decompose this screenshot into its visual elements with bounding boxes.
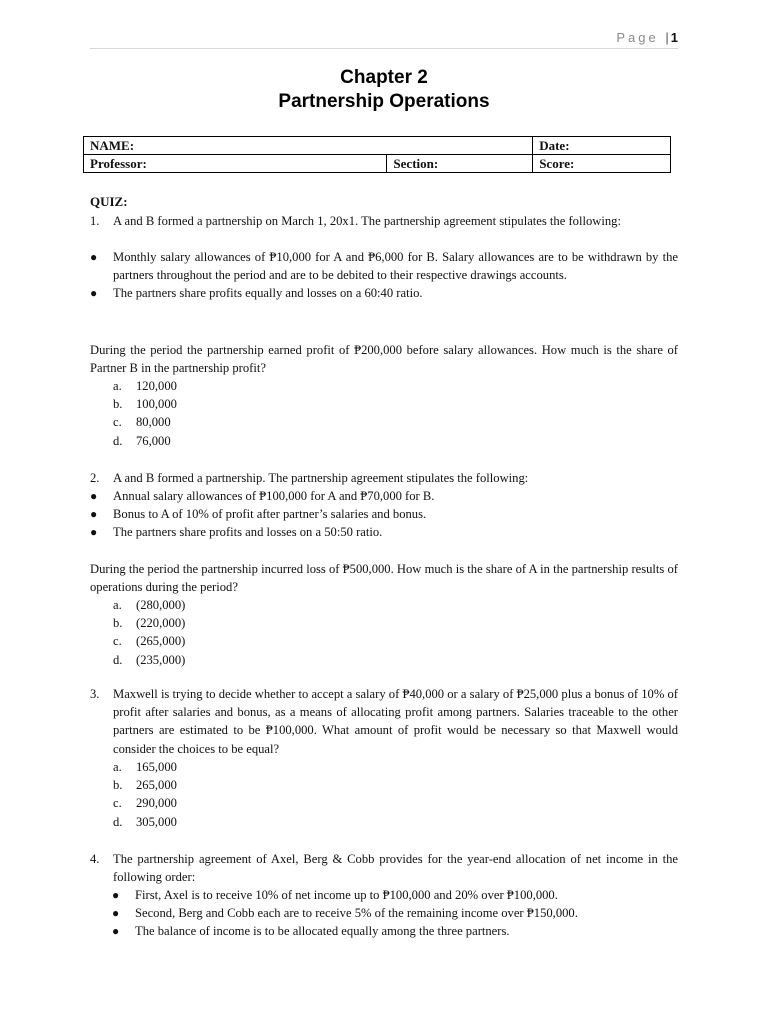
- choice-d[interactable]: [113, 813, 177, 831]
- chapter-title: Chapter 2: [340, 67, 428, 88]
- quiz-heading: QUIZ:: [90, 194, 128, 209]
- bullet-item: [90, 922, 678, 940]
- bullet-item: [90, 904, 678, 922]
- chapter-subtitle: Partnership Operations: [278, 91, 490, 112]
- bullet-icon: ●: [112, 888, 120, 902]
- bullet-text: Bonus to A of 10% of profit after partner’s salaries and bonus.: [113, 507, 427, 522]
- bullet-icon: ●: [90, 507, 98, 522]
- choice-letter: d.: [113, 433, 123, 448]
- choice-value: (220,000): [136, 616, 186, 631]
- bullet-item: [90, 284, 678, 302]
- page-number-label: Page | 1: [616, 30, 678, 45]
- page-word: Page: [616, 30, 659, 45]
- bullet-text: Annual salary allowances of ₱100,000 for A and ₱70,000 for B.: [113, 489, 435, 503]
- section-field[interactable]: [387, 155, 533, 173]
- question-2-choices: [113, 596, 185, 669]
- question-text: Maxwell is trying to decide whether to accept a salary of ₱40,000 or a salary of ₱25,000 plus a bonus of 10% of profit after salaries and bonus, as a means of allocating profit among partners. Salaries traceable to the other partners are estimated to be ₱100,000. What amount of profit would be necessary so that Maxwell would consider the choices to be equal?: [113, 687, 678, 756]
- choice-value: 305,000: [136, 814, 177, 829]
- choice-letter: c.: [113, 634, 122, 649]
- question-1-bullets: [90, 248, 678, 303]
- choice-a[interactable]: [113, 377, 177, 395]
- date-label: Date:: [539, 137, 570, 153]
- choice-letter: a.: [113, 598, 122, 612]
- question-text: A and B formed a partnership. The partnership agreement stipulates the following:: [113, 471, 529, 485]
- choice-letter: a.: [113, 760, 122, 774]
- bullet-item: [90, 248, 678, 284]
- score-label: Score:: [539, 155, 575, 171]
- bullet-icon: ●: [90, 525, 98, 540]
- choice-value: 265,000: [136, 778, 177, 793]
- bullet-item: [90, 505, 678, 523]
- question-3-choices: [113, 758, 177, 831]
- bullet-item: [90, 886, 678, 904]
- choice-value: 76,000: [136, 433, 171, 448]
- date-field[interactable]: [533, 137, 671, 155]
- choice-value: 165,000: [136, 760, 177, 774]
- question-4: [90, 850, 678, 886]
- choice-a[interactable]: [113, 596, 185, 614]
- choice-letter: b.: [113, 397, 123, 412]
- info-row-professor: [84, 155, 671, 173]
- choice-d[interactable]: [113, 651, 185, 669]
- choice-d[interactable]: [113, 432, 177, 450]
- name-field[interactable]: [84, 137, 533, 155]
- page-header: [90, 28, 678, 49]
- question-text: A and B formed a partnership on March 1, 20x1. The partnership agreement stipulates the following:: [113, 214, 621, 228]
- section-label: Section:: [393, 155, 439, 171]
- choice-letter: a.: [113, 379, 122, 393]
- question-number: 4.: [90, 852, 100, 866]
- choice-b[interactable]: [113, 395, 177, 413]
- choice-value: (280,000): [136, 598, 186, 612]
- bullet-icon: ●: [90, 250, 98, 264]
- choice-value: (265,000): [136, 634, 186, 649]
- bullet-text: The partners share profits and losses on a 50:50 ratio.: [113, 525, 383, 540]
- choice-value: 290,000: [136, 796, 177, 811]
- choice-value: (235,000): [136, 652, 186, 667]
- info-row-name: [84, 137, 671, 155]
- choice-b[interactable]: [113, 614, 185, 632]
- question-1: [90, 212, 678, 230]
- bullet-text: First, Axel is to receive 10% of net income up to ₱100,000 and 20% over ₱100,000.: [135, 888, 558, 902]
- page-number: 1: [670, 30, 678, 45]
- bullet-text: The partners share profits equally and losses on a 60:40 ratio.: [113, 286, 423, 301]
- question-1-choices: [113, 377, 177, 450]
- name-label: NAME:: [90, 137, 135, 153]
- bullet-icon: ●: [90, 489, 98, 503]
- choice-letter: b.: [113, 778, 123, 793]
- professor-label: Professor:: [90, 155, 147, 171]
- choice-letter: d.: [113, 814, 123, 829]
- bullet-text: Second, Berg and Cobb each are to receive 5% of the remaining income over ₱150,000.: [135, 906, 578, 921]
- bullet-item: [90, 487, 678, 505]
- choice-letter: c.: [113, 415, 122, 430]
- question-number: 3.: [90, 687, 100, 701]
- question-2-prompt: During the period the partnership incurred loss of ₱500,000. How much is the share of A in the partnership results of operations during the period?: [90, 562, 678, 595]
- choice-c[interactable]: [113, 413, 177, 431]
- bullet-item: [90, 523, 678, 541]
- choice-value: 80,000: [136, 415, 171, 430]
- score-field[interactable]: [533, 155, 671, 173]
- choice-value: 100,000: [136, 397, 177, 412]
- professor-field[interactable]: [84, 155, 387, 173]
- bullet-icon: ●: [112, 924, 120, 939]
- question-2: [90, 469, 678, 487]
- question-number: 2.: [90, 471, 100, 485]
- student-info-table: [83, 136, 671, 173]
- choice-value: 120,000: [136, 379, 177, 393]
- question-number: 1.: [90, 214, 100, 228]
- choice-a[interactable]: [113, 758, 177, 776]
- choice-letter: c.: [113, 796, 122, 811]
- bullet-icon: ●: [90, 286, 98, 301]
- choice-letter: d.: [113, 652, 123, 667]
- choice-c[interactable]: [113, 794, 177, 812]
- choice-c[interactable]: [113, 632, 185, 650]
- question-4-bullets: [90, 886, 678, 941]
- question-text: The partnership agreement of Axel, Berg & Cobb provides for the year-end allocation of net income in the following order:: [113, 852, 678, 885]
- choice-letter: b.: [113, 616, 123, 631]
- bullet-text: The balance of income is to be allocated equally among the three partners.: [135, 924, 510, 939]
- question-1-prompt: During the period the partnership earned profit of ₱200,000 before salary allowances. How much is the share of Partner B in the partnership profit?: [90, 343, 678, 376]
- question-2-bullets: [90, 487, 678, 542]
- choice-b[interactable]: [113, 776, 177, 794]
- bullet-text: Monthly salary allowances of ₱10,000 for A and ₱6,000 for B. Salary allowances are to be withdrawn by the partners throughout the period and are to be debited to their respective drawings accounts.: [113, 250, 678, 283]
- bullet-icon: ●: [112, 906, 120, 921]
- question-3: [90, 685, 678, 758]
